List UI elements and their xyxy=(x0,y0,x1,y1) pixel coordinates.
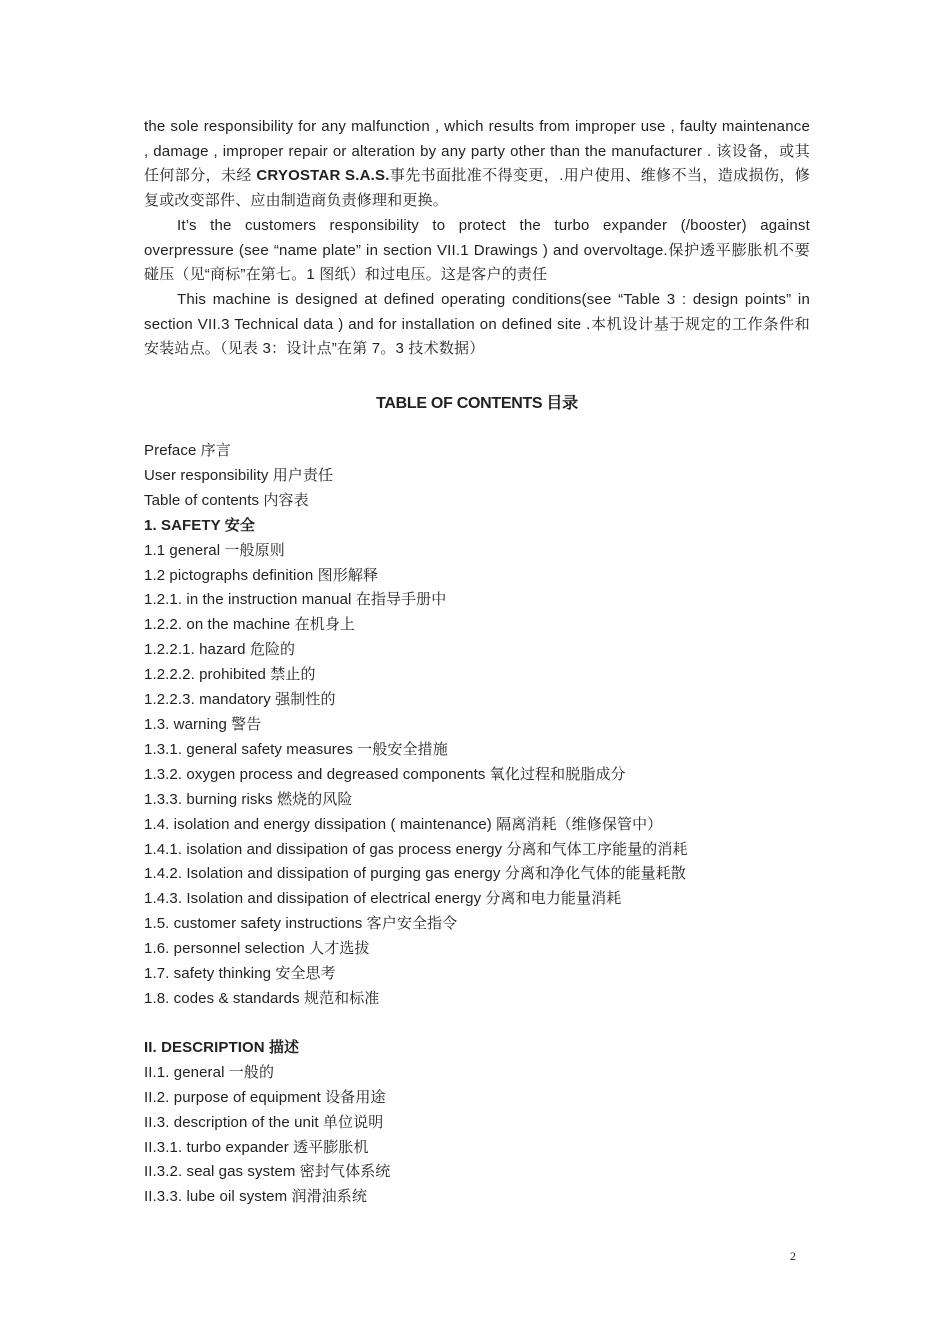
toc-entry: 1.3.1. general safety measures 一般安全措施 xyxy=(144,740,448,758)
toc-entry: 1.3. warning 警告 xyxy=(144,716,262,733)
toc-entry: User responsibility 用户责任 xyxy=(144,466,334,484)
toc-entry: 1.3.2. oxygen process and degreased components 氧化过程和脱脂成分 xyxy=(144,765,626,783)
intro-paragraph-1 xyxy=(144,115,810,214)
toc-entry: II.3.2. seal gas system 密封气体系统 xyxy=(144,1163,391,1181)
toc-entry: II.3.3. lube oil system 润滑油系统 xyxy=(144,1188,367,1206)
toc-entry: 1.4.1. isolation and dissipation of gas process energy 分离和气体工序能量的消耗 xyxy=(144,840,688,858)
toc-list-description xyxy=(144,1036,810,1210)
toc-entry: 1.2.2.2. prohibited 禁止的 xyxy=(144,666,316,684)
toc-entry: Table of contents 内容表 xyxy=(144,491,309,509)
company-name: CRYOSTAR S.A.S. xyxy=(256,167,390,185)
toc-entry: II. DESCRIPTION 描述 xyxy=(144,1038,300,1056)
toc-entry: 1.2.2. on the machine 在机身上 xyxy=(144,616,356,634)
toc-entry: 1.7. safety thinking 安全思考 xyxy=(144,965,336,983)
toc-entry: 1.2.1. in the instruction manual 在指导手册中 xyxy=(144,591,447,609)
toc-entry: 1.4.3. Isolation and dissipation of electrical energy 分离和电力能量消耗 xyxy=(144,890,622,908)
toc-entry: II.2. purpose of equipment 设备用途 xyxy=(144,1088,386,1106)
intro-paragraph-3: This machine is designed at defined operating conditions(see “Table 3 : design points” in section VII.3 Technical data ) and for installation on defined site .本机设计基于规定的工作条件和安装站点。（见表 3：设计点”在第 7。3 技术数据） xyxy=(144,290,810,358)
toc-entry: 1.5. customer safety instructions 客户安全指令 xyxy=(144,915,458,933)
toc-entry: 1.4.2. Isolation and dissipation of purging gas energy 分离和净化气体的能量耗散 xyxy=(144,865,686,883)
toc-entry: 1.8. codes & standards 规范和标准 xyxy=(144,989,380,1007)
toc-entry: II.1. general 一般的 xyxy=(144,1063,275,1081)
page-number: 2 xyxy=(790,1249,796,1263)
toc-entry: II.3. description of the unit 单位说明 xyxy=(144,1113,384,1131)
document-page xyxy=(144,115,810,1210)
intro-p1-text: the sole responsibility for any malfunction , which results from improper use , faulty maintenance , damage , improper repair or alteration by any party other than the manufacturer . 该设备，或其任何部分，未经 xyxy=(144,118,810,185)
toc-entry: 1.2 pictographs definition 图形解释 xyxy=(144,566,379,584)
intro-p1-text-cont: 事先书面批准不得变更，.用户使用、维修不当，造成损伤，修复或改变部件、应由制造商负责修理和更换。 xyxy=(144,167,810,210)
toc-entry: 1. SAFETY 安全 xyxy=(144,516,255,534)
intro-paragraph-2: It’s the customers responsibility to protect the turbo expander (/booster) against overpressure (see “name plate” in section VII.1 Drawings ) and overvoltage.保护透平膨胀机不要碰压（见“商标”在第七。1 图纸）和过电压。这是客户的责任 xyxy=(144,216,810,284)
toc-entry: 1.2.2.3. mandatory 强制性的 xyxy=(144,691,336,709)
toc-entry: 1.1 general 一般原则 xyxy=(144,541,285,559)
toc-entry: 1.6. personnel selection 人才选拔 xyxy=(144,940,370,958)
toc-entry: II.3.1. turbo expander 透平膨胀机 xyxy=(144,1138,369,1156)
toc-title: TABLE OF CONTENTS 目录 xyxy=(376,395,578,413)
toc-entry: 1.3.3. burning risks 燃烧的风险 xyxy=(144,790,353,808)
toc-entry: Preface 序言 xyxy=(144,442,231,460)
toc-entry: 1.4. isolation and energy dissipation ( maintenance) 隔离消耗（维修保管中） xyxy=(144,815,663,833)
toc-list-safety xyxy=(144,439,810,1012)
toc-entry: 1.2.2.1. hazard 危险的 xyxy=(144,641,296,659)
